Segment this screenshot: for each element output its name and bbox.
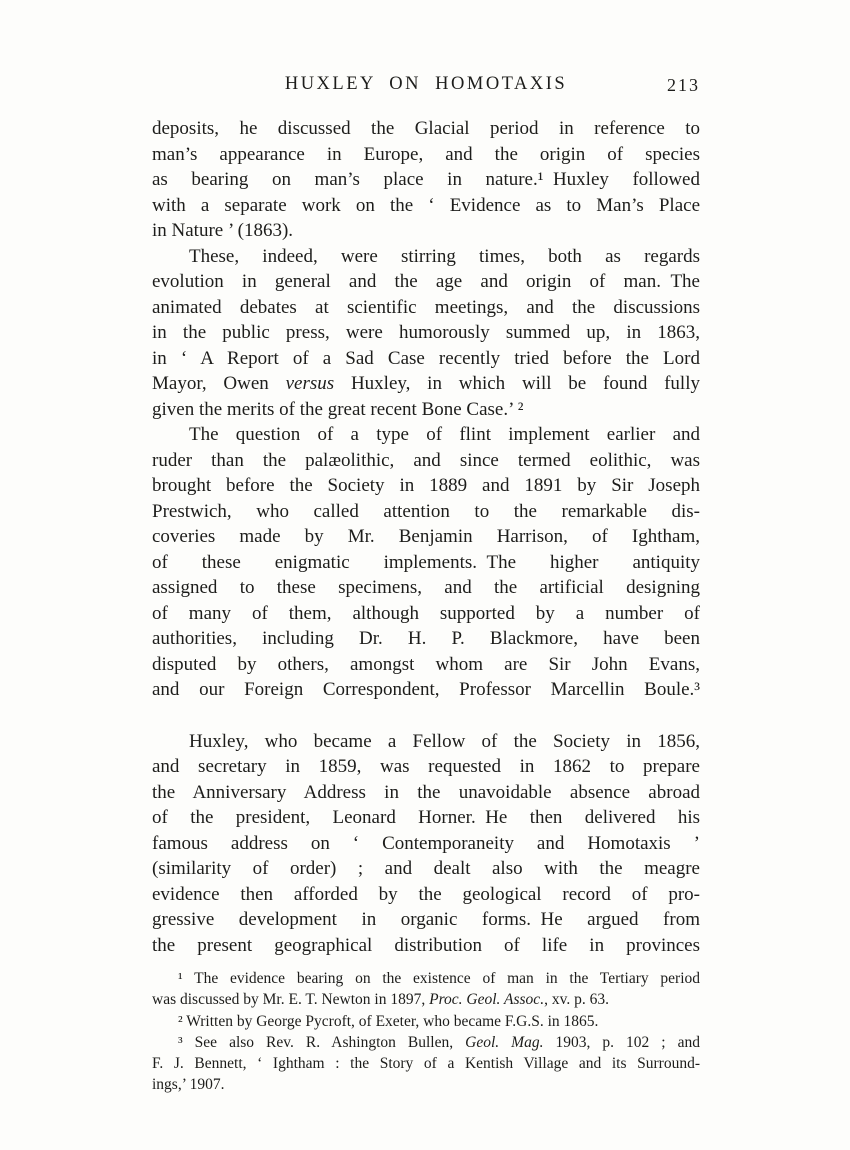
text-segment: ings,’ 1907. bbox=[152, 1076, 225, 1094]
text-segment: with a separate work on the ‘ Evidence as to Man’s Place bbox=[152, 194, 700, 216]
paragraph-1 bbox=[152, 116, 700, 244]
text-line bbox=[152, 626, 700, 652]
text-line bbox=[152, 397, 700, 423]
text-line bbox=[152, 989, 700, 1010]
text-segment: as bearing on man’s place in nature.¹ Huxley followed bbox=[152, 169, 700, 190]
footnote-3 bbox=[152, 1032, 700, 1096]
text-segment: of many of them, although supported by a number of bbox=[152, 602, 700, 624]
text-segment: and secretary in 1859, was requested in 1862 to prepare bbox=[152, 756, 700, 777]
text-segment: F. J. Bennett, ‘ Ightham : the Story of a Kentish Village and its Surround- bbox=[152, 1055, 700, 1073]
text-line bbox=[152, 320, 700, 346]
text-segment: Huxley, who became a Fellow of the Society in 1856, bbox=[189, 730, 700, 752]
footnotes bbox=[152, 968, 700, 1096]
text-line bbox=[152, 142, 700, 168]
text-line bbox=[152, 499, 700, 525]
text-line bbox=[152, 1032, 700, 1053]
text-segment: These, indeed, were stirring times, both as regards bbox=[189, 245, 700, 267]
paragraph-3 bbox=[152, 422, 700, 703]
text-line bbox=[152, 968, 700, 989]
text-line bbox=[152, 933, 700, 959]
text-segment: Prestwich, who called attention to the remarkable dis- bbox=[152, 500, 700, 522]
text-line bbox=[152, 167, 700, 193]
text-segment: the present geographical distribution of life in provinces bbox=[152, 934, 700, 956]
text-line bbox=[152, 371, 700, 397]
text-segment: ¹ The evidence bearing on the existence of man in the Tertiary period bbox=[178, 970, 700, 987]
footnote-1 bbox=[152, 968, 700, 1011]
text-line bbox=[152, 269, 700, 295]
text-segment: gressive development in organic forms. He argued from bbox=[152, 909, 700, 930]
paragraph-4 bbox=[152, 729, 700, 959]
text-segment: coveries made by Mr. Benjamin Harrison, of Ightham, bbox=[152, 526, 700, 547]
text-line bbox=[152, 677, 700, 703]
text-line bbox=[152, 601, 700, 627]
text-segment: , xv. p. 63. bbox=[544, 991, 609, 1009]
text-segment: 1903, p. 102 ; and bbox=[543, 1033, 701, 1051]
text-segment: The question of a type of flint implement earlier and bbox=[189, 424, 700, 445]
text-segment: ruder than the palæolithic, and since termed eolithic, was bbox=[152, 449, 700, 471]
paragraph-2 bbox=[152, 244, 700, 423]
footnote-2 bbox=[152, 1011, 700, 1032]
text-line bbox=[152, 550, 700, 576]
text-segment: brought before the Society in 1889 and 1891 by Sir Joseph bbox=[152, 475, 700, 496]
text-line bbox=[152, 244, 700, 270]
text-line bbox=[152, 882, 700, 908]
text-line bbox=[152, 448, 700, 474]
text-line bbox=[152, 729, 700, 755]
text-segment: animated debates at scientific meetings, and the discussions bbox=[152, 296, 700, 318]
text-line bbox=[152, 856, 700, 882]
text-line bbox=[152, 524, 700, 550]
text-line bbox=[152, 218, 700, 244]
italic-text: Proc. Geol. Assoc. bbox=[429, 991, 545, 1009]
text-line bbox=[152, 805, 700, 831]
text-line bbox=[152, 652, 700, 678]
text-segment: of the president, Leonard Horner. He then delivered his bbox=[152, 807, 700, 828]
text-segment: deposits, he discussed the Glacial period in reference to bbox=[152, 118, 700, 139]
text-line bbox=[152, 346, 700, 372]
text-line bbox=[152, 754, 700, 780]
text-segment: the Anniversary Address in the unavoidable absence abroad bbox=[152, 781, 700, 803]
text-segment: Huxley, in which will be found fully bbox=[334, 373, 700, 394]
text-line bbox=[152, 780, 700, 806]
text-segment: disputed by others, amongst whom are Sir John Evans, bbox=[152, 653, 700, 675]
page-header bbox=[152, 74, 700, 100]
text-segment: was discussed by Mr. E. T. Newton in 1897, bbox=[152, 991, 430, 1009]
text-segment: authorities, including Dr. H. P. Blackmore, have been bbox=[152, 628, 700, 649]
text-segment: evidence then afforded by the geological record of pro- bbox=[152, 883, 700, 905]
text-segment: (similarity of order) ; and dealt also with the meagre bbox=[152, 858, 700, 879]
text-line bbox=[152, 116, 700, 142]
text-segment: famous address on ‘ Contemporaneity and Homotaxis ’ bbox=[152, 832, 700, 854]
text-segment: ² Written by George Pycroft, of Exeter, who became F.G.S. in 1865. bbox=[178, 1012, 599, 1030]
text-line bbox=[152, 295, 700, 321]
text-segment: ³ See also Rev. R. Ashington Bullen, bbox=[178, 1033, 466, 1051]
text-line bbox=[152, 193, 700, 219]
text-line bbox=[152, 422, 700, 448]
text-segment: in the public press, were humorously summed up, in 1863, bbox=[152, 322, 700, 343]
text-segment: and our Foreign Correspondent, Professor Marcellin Boule.³ bbox=[152, 679, 700, 700]
text-segment: Mayor, Owen bbox=[152, 373, 286, 394]
text-line bbox=[152, 473, 700, 499]
italic-text: Geol. Mag. bbox=[465, 1033, 544, 1051]
italic-text: versus bbox=[285, 373, 335, 394]
text-segment: given the merits of the great recent Bone Case.’ ² bbox=[152, 398, 524, 420]
text-line bbox=[152, 1074, 700, 1095]
text-segment: assigned to these specimens, and the artificial designing bbox=[152, 577, 700, 598]
page-number: 213 bbox=[667, 75, 700, 95]
text-segment: in ‘ A Report of a Sad Case recently tried before the Lord bbox=[152, 347, 700, 369]
text-segment: of these enigmatic implements. The higher antiquity bbox=[152, 551, 700, 573]
text-segment: in Nature ’ (1863). bbox=[152, 220, 294, 241]
body-text bbox=[152, 116, 700, 958]
text-segment: evolution in general and the age and origin of man. The bbox=[152, 271, 700, 292]
running-head-title: HUXLEY ON HOMOTAXIS bbox=[284, 74, 568, 94]
text-line bbox=[152, 907, 700, 933]
text-line bbox=[152, 575, 700, 601]
text-segment: man’s appearance in Europe, and the origin of species bbox=[152, 143, 700, 165]
text-line bbox=[152, 1053, 700, 1074]
text-line bbox=[152, 1011, 700, 1032]
text-line bbox=[152, 831, 700, 857]
